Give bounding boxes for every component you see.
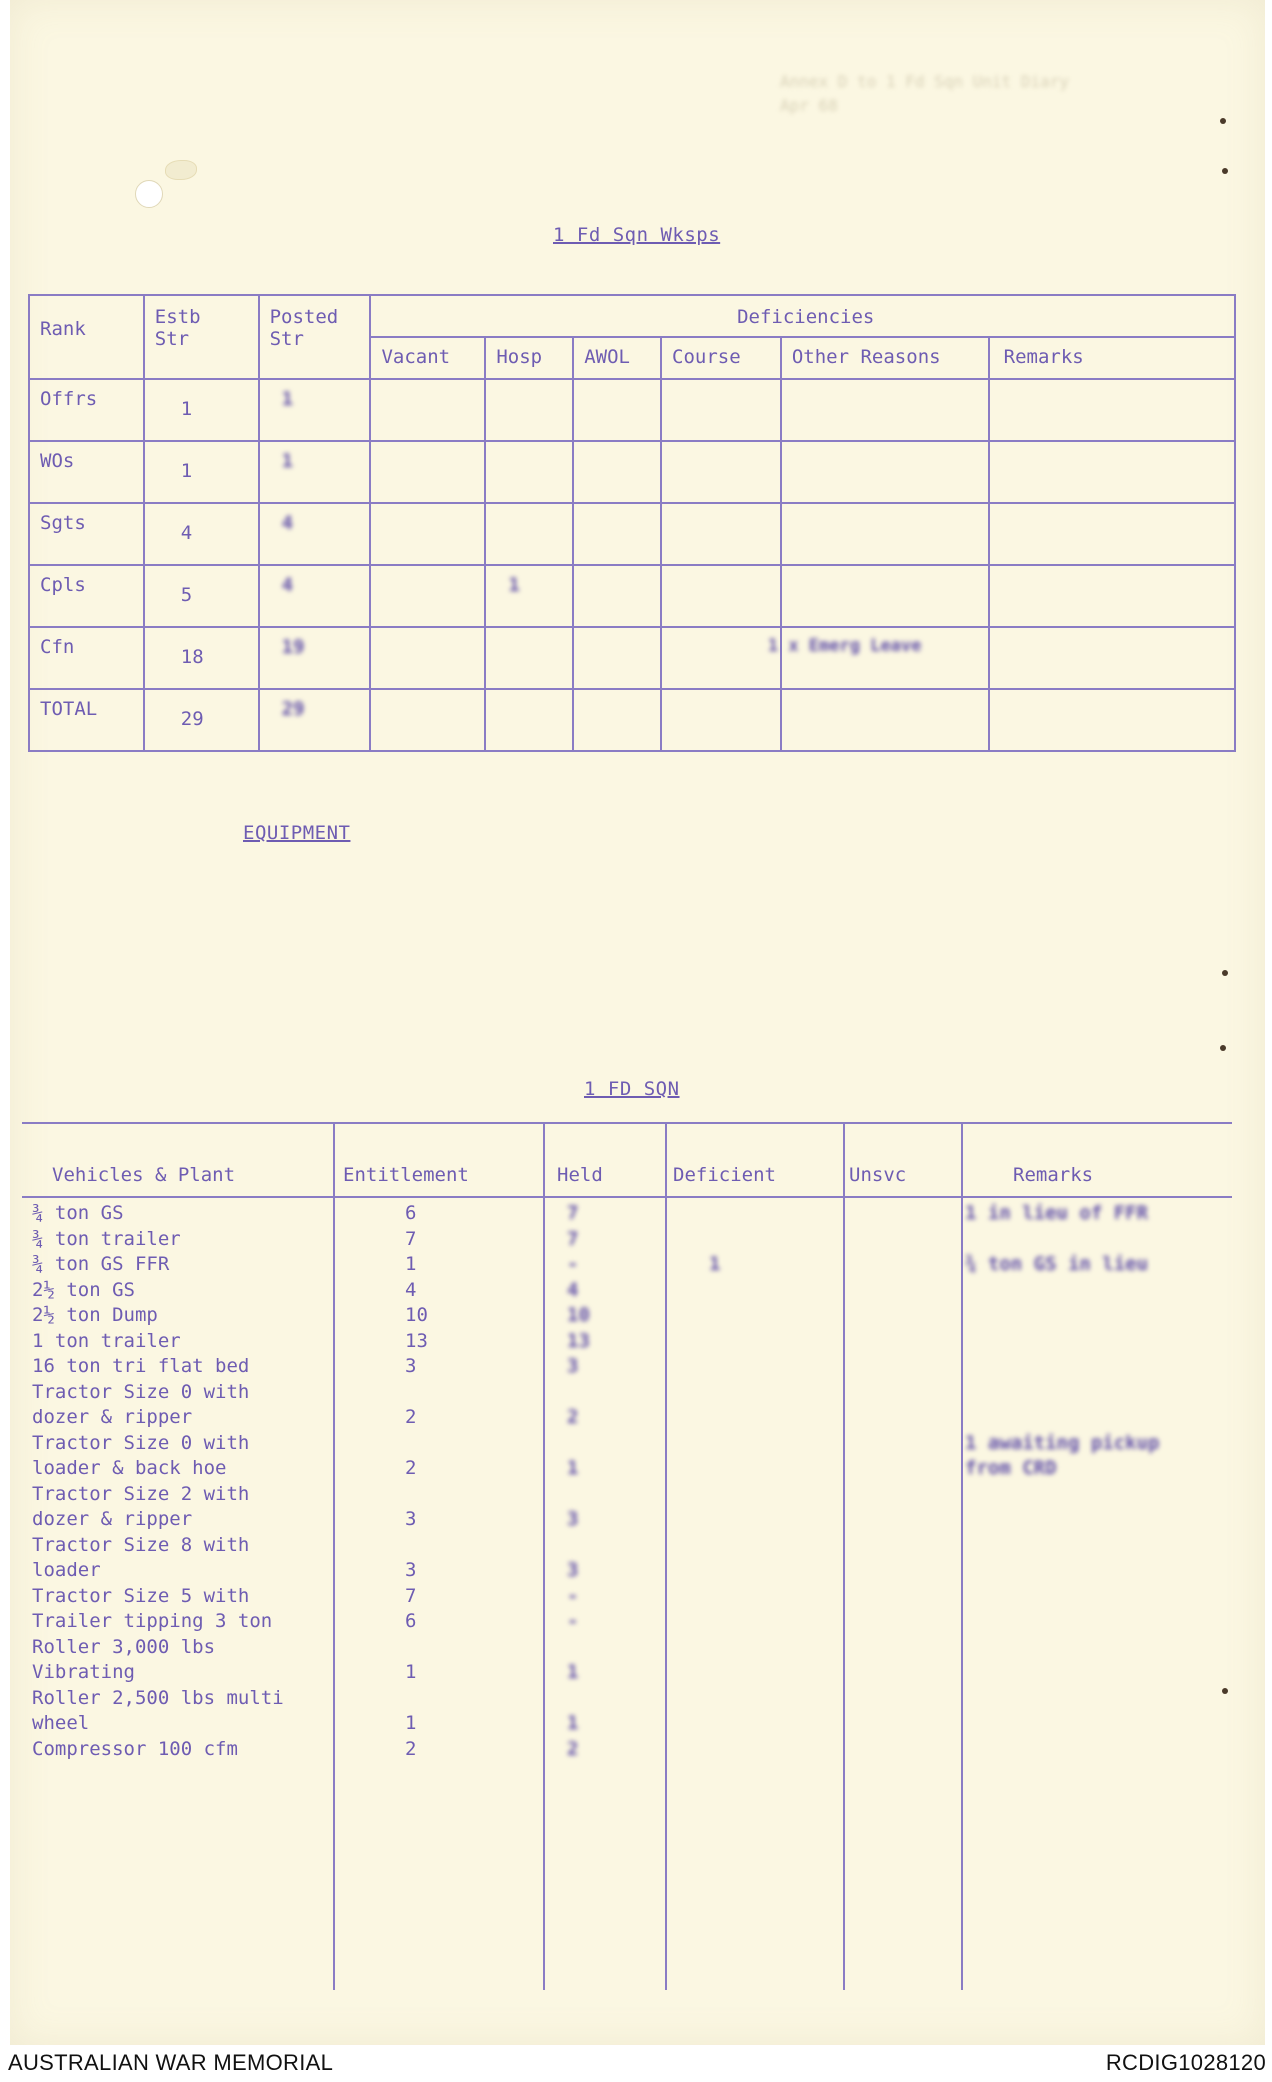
entitlement-value: 4 [405,1278,417,1301]
cell-awol [573,689,661,751]
cell-awol [573,441,661,503]
cell-posted-str: 4 [259,565,371,627]
header-hosp: Hosp [485,337,573,379]
held-value: 1 [567,1661,579,1683]
entitlement-value: 6 [405,1610,417,1632]
header-entitlement: Entitlement [334,1123,544,1197]
column-unsvc [844,1197,962,1990]
header-course: Course [661,337,781,379]
header-other-reasons: Other Reasons [781,337,989,379]
entitlement-value: 1 [405,1712,417,1734]
personnel-row [29,379,1235,441]
header-remarks-equip: Remarks [962,1123,1232,1197]
cell-rank: Offrs [29,379,144,441]
entitlement-value: 2 [405,1457,417,1479]
cell-other-reasons [781,503,989,565]
equipment-remark: ¾ ton GS in lieu [965,1253,1149,1275]
vehicle-description: ¾ ton GS FFR [32,1253,170,1275]
vehicle-description: 2½ ton Dump [32,1304,158,1326]
held-value: 2 [567,1737,579,1760]
cell-posted-str: 1 [259,379,371,441]
squadron-title: 1 FD SQN [584,1078,680,1100]
cell-estb-str: 4 [144,503,259,565]
held-value: 7 [567,1202,579,1224]
header-deficient: Deficient [666,1123,844,1197]
faint-heading-line2: Apr 68 [780,96,838,115]
cell-hosp [485,503,573,565]
entitlement-value: 3 [405,1559,417,1581]
cell-course [661,689,781,751]
entitlement-value: 10 [405,1304,428,1326]
cell-remarks [989,379,1235,441]
header-vehicles: Vehicles & Plant [22,1123,334,1197]
entitlement-value: 6 [405,1202,417,1224]
cell-rank: TOTAL [29,689,144,751]
vehicle-description: 2½ ton GS [32,1278,135,1301]
held-value: 3 [567,1355,579,1377]
cell-course [661,379,781,441]
vehicle-description: Vibrating [32,1661,135,1683]
cell-course [661,503,781,565]
held-value: 1 [567,1457,579,1479]
header-awol: AWOL [573,337,661,379]
column-vehicles [22,1197,334,1990]
cell-other-reasons [781,441,989,503]
held-value: 10 [567,1304,590,1326]
personnel-row [29,565,1235,627]
personnel-row [29,503,1235,565]
entitlement-value: 3 [405,1355,417,1377]
vehicle-description: loader [32,1559,101,1581]
entitlement-value: 3 [405,1508,417,1530]
header-unsvc: Unsvc [844,1123,962,1197]
entitlement-value: 1 [405,1661,417,1683]
cell-estb-str: 29 [144,689,259,751]
personnel-row [29,441,1235,503]
paper-mark [1220,1045,1226,1051]
cell-hosp [485,627,573,689]
cell-posted-str: 1 [259,441,371,503]
cell-course [661,627,781,689]
entitlement-value: 7 [405,1227,417,1250]
equipment-table [22,1122,1232,1990]
entitlement-value: 2 [405,1406,417,1428]
vehicle-description: 16 ton tri flat bed [32,1355,250,1377]
cell-other-reasons [781,689,989,751]
workshops-title: 1 Fd Sqn Wksps [553,224,721,246]
held-value: 13 [567,1329,590,1352]
vehicle-description: Roller 2,500 lbs multi [32,1686,284,1709]
held-value: 3 [567,1508,579,1530]
equipment-remark: from CRD [965,1457,1057,1479]
held-value: 4 [567,1278,579,1301]
column-remarks [962,1197,1232,1990]
cell-hosp [485,379,573,441]
cell-awol [573,503,661,565]
deficient-value: 1 [709,1253,721,1275]
cell-vacant [370,565,485,627]
faint-heading [780,70,1130,120]
vehicle-description: Tractor Size 5 with [32,1584,250,1607]
cell-rank: WOs [29,441,144,503]
vehicle-description: ¾ ton trailer [32,1227,181,1250]
cell-posted-str: 19 [259,627,371,689]
paper-mark [1220,118,1226,124]
held-value: - [567,1584,579,1607]
header-vacant: Vacant [370,337,485,379]
vehicle-description: loader & back hoe [32,1457,227,1479]
held-value: 2 [567,1406,579,1428]
vehicle-description: 1 ton trailer [32,1329,181,1352]
cell-hosp [485,441,573,503]
cell-vacant [370,441,485,503]
cell-hosp: 1 [485,565,573,627]
cell-hosp [485,689,573,751]
footer-record-id: RCDIG1028120 [1105,2050,1266,2075]
cell-estb-str: 5 [144,565,259,627]
cell-estb-str: 1 [144,379,259,441]
paper-mark [1222,970,1228,976]
cell-vacant [370,627,485,689]
equipment-remark: 1 awaiting pickup [965,1431,1160,1454]
footer-source: AUSTRALIAN WAR MEMORIAL [8,2050,334,2075]
cell-estb-str: 1 [144,441,259,503]
header-held: Held [544,1123,666,1197]
equipment-remark: 1 in lieu of FFR [965,1202,1149,1224]
vehicle-description: Roller 3,000 lbs [32,1635,216,1658]
vehicle-description: Tractor Size 8 with [32,1533,250,1556]
entitlement-value: 1 [405,1253,417,1275]
cell-rank: Sgts [29,503,144,565]
header-rank: Rank [29,295,144,379]
vehicle-description: Tractor Size 0 with [32,1380,250,1403]
cell-vacant [370,689,485,751]
cell-awol [573,379,661,441]
held-value: - [567,1253,579,1275]
vehicle-description: Tractor Size 2 with [32,1482,250,1505]
cell-remarks [989,627,1235,689]
cell-awol [573,627,661,689]
personnel-row [29,689,1235,751]
personnel-strength-table [28,294,1236,752]
column-deficient [666,1197,844,1990]
punch-hole [135,180,163,208]
header-estb-str: Estb Str [144,295,259,379]
cell-posted-str: 29 [259,689,371,751]
cell-vacant [370,379,485,441]
cell-other-reasons: 1 x Emerg Leave [781,627,989,689]
cell-remarks [989,503,1235,565]
vehicle-description: Compressor 100 cfm [32,1737,238,1760]
paper-mark [1222,168,1228,174]
cell-course [661,565,781,627]
cell-remarks [989,689,1235,751]
entitlement-value: 7 [405,1584,417,1607]
cell-other-reasons [781,565,989,627]
vehicle-description: Tractor Size 0 with [32,1431,250,1454]
held-value: 3 [567,1559,579,1581]
cell-estb-str: 18 [144,627,259,689]
held-value: 1 [567,1712,579,1734]
faint-heading-line1: Annex D to 1 Fd Sqn Unit Diary [780,72,1069,91]
cell-rank: Cpls [29,565,144,627]
equipment-title: EQUIPMENT [243,822,351,844]
cell-other-reasons [781,379,989,441]
held-value: - [567,1610,579,1632]
column-entitlement [334,1197,544,1990]
cell-remarks [989,441,1235,503]
cell-rank: Cfn [29,627,144,689]
cell-awol [573,565,661,627]
cell-remarks [989,565,1235,627]
personnel-row [29,627,1235,689]
paper-tear [165,160,197,180]
entitlement-value: 2 [405,1737,417,1760]
vehicle-description: dozer & ripper [32,1406,193,1428]
header-deficiencies: Deficiencies [370,295,1235,337]
cell-course [661,441,781,503]
column-held [544,1197,666,1990]
vehicle-description: Trailer tipping 3 ton [32,1610,273,1632]
vehicle-description: ¾ ton GS [32,1202,124,1224]
cell-vacant [370,503,485,565]
vehicle-description: wheel [32,1712,90,1734]
header-remarks: Remarks [989,337,1235,379]
held-value: 7 [567,1227,579,1250]
header-posted-str: Posted Str [259,295,371,379]
cell-posted-str: 4 [259,503,371,565]
entitlement-value: 13 [405,1329,428,1352]
vehicle-description: dozer & ripper [32,1508,193,1530]
